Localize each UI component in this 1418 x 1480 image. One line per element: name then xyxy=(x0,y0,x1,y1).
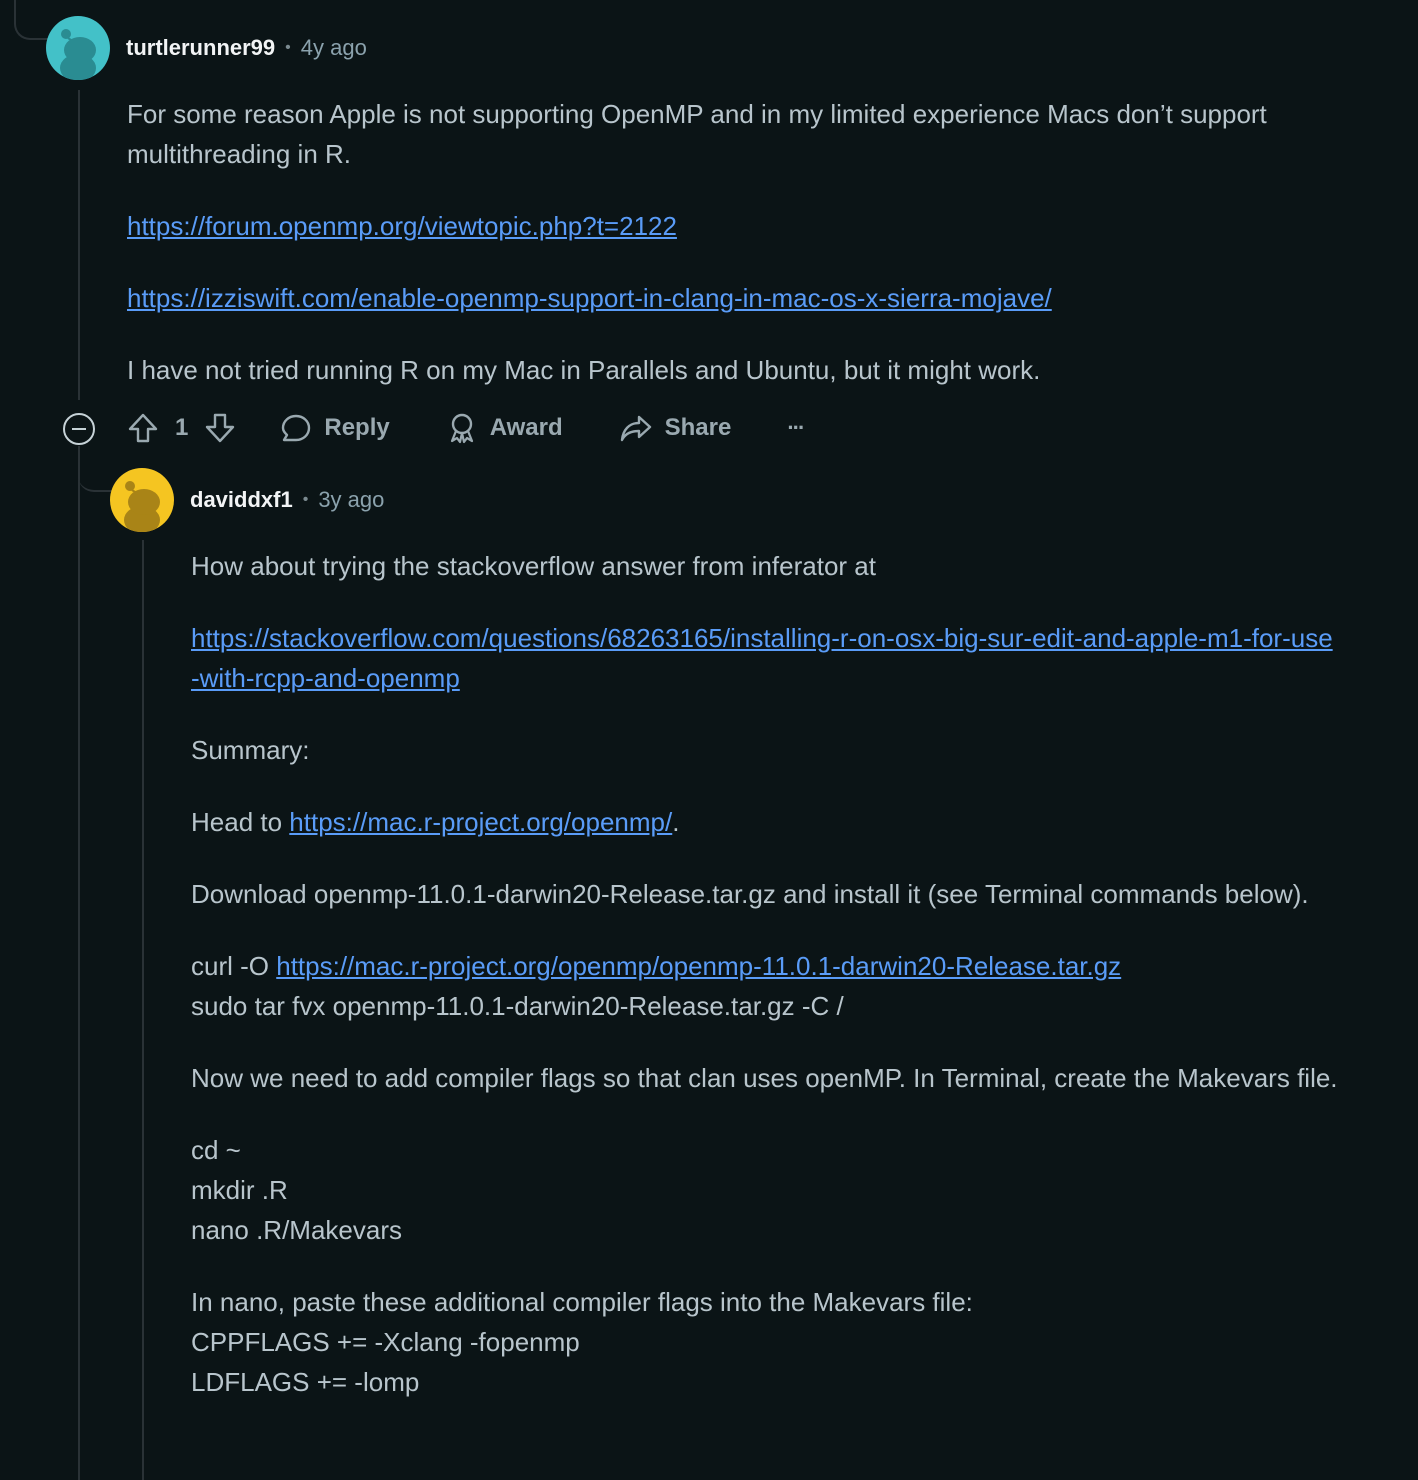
award-icon xyxy=(446,412,478,444)
collapse-thread-button[interactable] xyxy=(63,413,95,445)
comment-header xyxy=(110,468,1400,532)
reply-label: Reply xyxy=(324,414,390,441)
paragraph xyxy=(191,946,1341,1026)
vote-count: 1 xyxy=(175,414,189,441)
text: In nano, paste these additional compiler flags into the Makevars file: xyxy=(191,1287,973,1317)
comment-header xyxy=(46,16,1396,80)
paragraph xyxy=(191,1130,1341,1250)
text: curl -O xyxy=(191,951,277,981)
link-openmp-tarball[interactable]: https://mac.r-project.org/openmp/openmp-11.0.1-darwin20-Release.tar.gz xyxy=(276,951,1122,981)
thread-line-comment1-lower xyxy=(78,446,80,1480)
text: cd ~ xyxy=(191,1135,241,1165)
paragraph: I have not tried running R on my Mac in Parallels and Ubuntu, but it might work. xyxy=(127,355,1041,385)
avatar[interactable] xyxy=(46,16,110,80)
paragraph: For some reason Apple is not supporting OpenMP and in my limited experience Macs don’t support multithreading in R. xyxy=(127,99,1267,169)
share-button[interactable] xyxy=(619,412,732,444)
more-options-button[interactable]: ··· xyxy=(787,415,804,440)
share-arrow-icon xyxy=(619,412,653,444)
paragraph: Download openmp-11.0.1-darwin20-Release.tar.gz and install it (see Terminal commands below). xyxy=(191,879,1309,909)
award-button[interactable] xyxy=(446,412,563,444)
text: sudo tar fvx openmp-11.0.1-darwin20-Release.tar.gz -C / xyxy=(191,991,844,1021)
text: mkdir .R xyxy=(191,1175,288,1205)
text: . xyxy=(672,807,680,837)
snoo-avatar-icon xyxy=(110,468,174,532)
link-izziswift[interactable]: https://izziswift.com/enable-openmp-support-in-clang-in-mac-os-x-sierra-mojave/ xyxy=(127,283,1052,313)
link-stackoverflow[interactable]: https://stackoverflow.com/questions/68263165/installing-r-on-osx-big-sur-edit-and-apple-m1-for-use-with-rcpp-and-openmp xyxy=(191,623,1333,693)
text: LDFLAGS += -lomp xyxy=(191,1367,420,1397)
thread-connector-top xyxy=(14,0,48,40)
separator-dot: • xyxy=(285,39,291,56)
comment-actions xyxy=(127,404,803,452)
upvote-icon xyxy=(127,412,159,444)
reply-button[interactable] xyxy=(280,412,389,444)
comment-body xyxy=(191,546,1341,1402)
paragraph: Now we need to add compiler flags so that clan uses openMP. In Terminal, create the Makevars file. xyxy=(191,1063,1338,1093)
snoo-avatar-icon xyxy=(46,16,110,80)
thread-connector-reply xyxy=(78,446,112,492)
author-name[interactable]: daviddxf1 xyxy=(190,487,293,512)
separator-dot: • xyxy=(302,491,309,508)
paragraph: Summary: xyxy=(191,735,310,765)
downvote-button[interactable] xyxy=(204,412,236,444)
comment-body xyxy=(127,94,1357,390)
timestamp[interactable]: 4y ago xyxy=(300,35,367,60)
share-label: Share xyxy=(664,414,732,441)
text: Head to xyxy=(191,807,290,837)
paragraph xyxy=(191,802,1341,842)
link-openmp-forum[interactable]: https://forum.openmp.org/viewtopic.php?t=2122 xyxy=(127,211,677,241)
link-mac-r-project-openmp[interactable]: https://mac.r-project.org/openmp/ xyxy=(289,807,673,837)
paragraph: How about trying the stackoverflow answer from inferator at xyxy=(191,551,876,581)
reply-bubble-icon xyxy=(280,412,312,444)
comment-daviddxf1 xyxy=(110,468,1400,1402)
paragraph xyxy=(191,1282,1341,1402)
text: CPPFLAGS += -Xclang -fopenmp xyxy=(191,1327,580,1357)
downvote-icon xyxy=(204,412,236,444)
upvote-button[interactable] xyxy=(127,412,159,444)
author-name[interactable]: turtlerunner99 xyxy=(126,35,276,60)
award-label: Award xyxy=(489,414,563,441)
comment-turtlerunner99 xyxy=(46,16,1396,390)
timestamp[interactable]: 3y ago xyxy=(318,487,385,512)
text: nano .R/Makevars xyxy=(191,1215,402,1245)
avatar[interactable] xyxy=(110,468,174,532)
